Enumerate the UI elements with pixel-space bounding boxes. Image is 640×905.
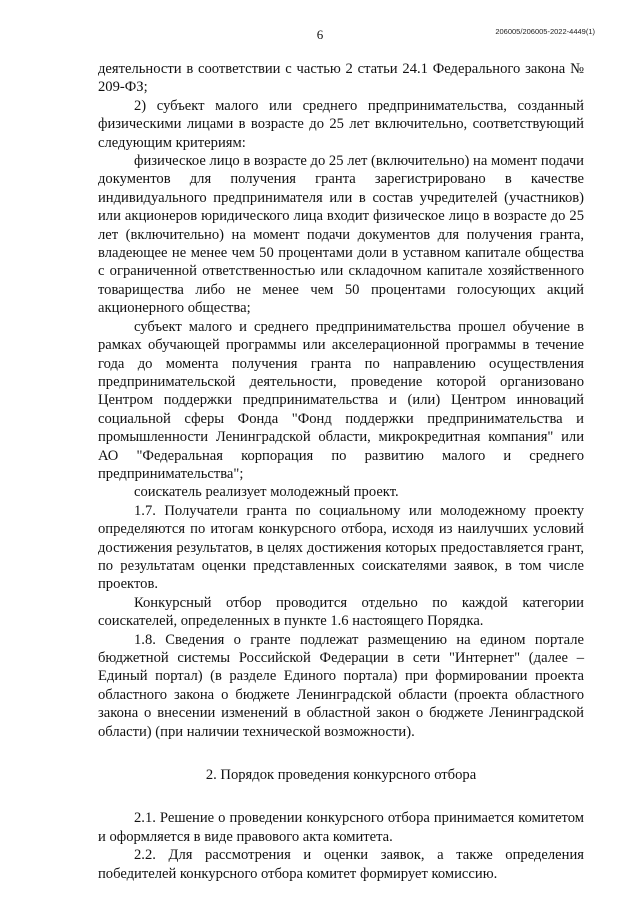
paragraph-2-2: 2.2. Для рассмотрения и оценки заявок, а также определения победителей конкурсного отбора комитет формирует комиссию. — [98, 847, 584, 882]
document-body — [98, 60, 584, 883]
paragraph-item-2: 2) субъект малого или среднего предпринимательства, созданный физическими лицами в возрасте до 25 лет включительно, соответствующий следующим критериям: — [98, 97, 584, 151]
paragraph-continuation: деятельности в соответствии с частью 2 статьи 24.1 Федерального закона № 209-ФЗ; — [98, 61, 584, 96]
section-heading: 2. Порядок проведения конкурсного отбора — [205, 767, 477, 784]
page-number: 6 — [316, 27, 324, 42]
document-id: 206005/206005-2022-4449(1) — [495, 27, 595, 36]
paragraph-2-1: 2.1. Решение о проведении конкурсного отбора принимается комитетом и оформляется в виде правового акта комитета. — [98, 810, 584, 845]
paragraph-1-7: 1.7. Получатели гранта по социальному или молодежному проекту определяются по итогам конкурсного отбора, исходя из наилучших условий достижения результатов, в целях достижения которых предоставляется грант, по результатам оценки представленных соискателями заявок, в том числе проектов. — [98, 502, 584, 593]
paragraph-competitive-selection: Конкурсный отбор проводится отдельно по каждой категории соискателей, определенных в пункте 1.6 настоящего Порядка. — [98, 594, 584, 630]
paragraph-criterion-training: субъект малого и среднего предпринимательства прошел обучение в рамках обучающей программы или акселерационной программы в течение года до момента получения гранта по направлению осуществления предпринимательской деятельности, проведение которой организовано Центром поддержки предпринимательства и (или) Центром инноваций социальной сферы Фонда "Фонд поддержки предпринимательства и промышленности Ленинградской области, микрокредитная компания" или АО "Федеральная корпорация по развитию малого и среднего предпринимательства"; — [98, 318, 584, 482]
paragraph-1-8: 1.8. Сведения о гранте подлежат размещению на едином портале бюджетной системы Российской Федерации в сети "Интернет" (далее – Единый портал) (в разделе Единого портала) при формировании проекта областного закона о бюджете Ленинградской области (проекта областного закона о внесении изменений в областной закон о бюджете Ленинградской области) (при наличии технической возможности). — [98, 631, 584, 740]
paragraph-criterion-age: физическое лицо в возрасте до 25 лет (включительно) на момент подачи документов для получения гранта зарегистрировано в качестве индивидуального предпринимателя или в состав учредителей (участников) или акционеров юридического лица входит физическое лицо в возрасте до 25 лет (включительно) на момент подачи документов для получения гранта, владеющее не менее чем 50 процентами доли в уставном капитале общества с ограниченной ответственностью или складочном капитале хозяйственного товарищества либо не менее чем 50 процентами голосующих акций акционерного общества; — [98, 153, 584, 317]
paragraph-criterion-youth-project: соискатель реализует молодежный проект. — [134, 484, 399, 501]
